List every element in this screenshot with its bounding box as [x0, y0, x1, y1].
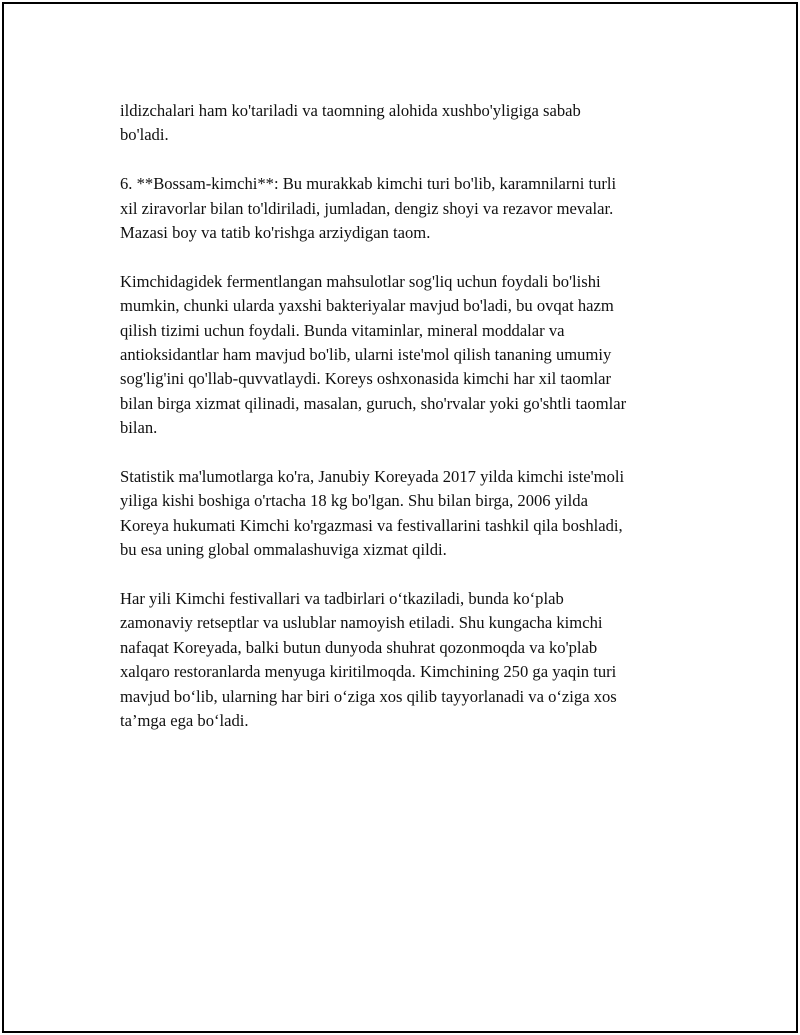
paragraph-continuation: ildizchalari ham ko'tariladi va taomning alohida xushbo'yligiga sabab bo'ladi.	[120, 101, 581, 145]
paragraph-bossam-kimchi: 6. **Bossam-kimchi**: Bu murakkab kimchi turi bo'lib, karamnilarni turli xil ziravorlar bilan to'ldiriladi, jumladan, dengiz shoyi va rezavor mevalar. Mazasi boy va tatib ko'rishga arziydigan taom.	[120, 174, 617, 243]
paragraph-health-benefits: Kimchidagidek fermentlangan mahsulotlar sog'liq uchun foydali bo'lishi mumkin, chunki ularda yaxshi bakteriyalar mavjud bo'ladi, bu ovqat hazm qilish tizimi uchun foydali. Bunda vitaminlar, mineral moddalar va antioksidantlar ham mavjud bo'lib, ularni iste'mol qilish tananing umumiy sog'lig'ini qo'llab-quvvatlaydi. Koreys oshxonasida kimchi har xil taomlar bilan birga xizmat qilinadi, masalan, guruch, sho'rvalar yoki go'shtli taomlar bilan.	[120, 271, 627, 438]
paragraph-statistics: Statistik ma'lumotlarga ko'ra, Janubiy Koreyada 2017 yilda kimchi iste'moli yiliga kishi boshiga o'rtacha 18 kg bo'lgan. Shu bilan birga, 2006 yilda Koreya hukumati Kimchi ko'rgazmasi va festivallarini tashkil qila boshladi, bu esa uning global ommalashuviga xizmat qildi.	[120, 467, 625, 560]
document-body	[120, 99, 690, 758]
document-page	[2, 2, 798, 1033]
paragraph-festivals: Har yili Kimchi festivallari va tadbirlari o‘tkaziladi, bunda ko‘plab zamonaviy retseptlar va uslublar namoyish etiladi. Shu kungacha kimchi nafaqat Koreyada, balki butun dunyoda shuhrat qozonmoqda va ko'plab xalqaro restoranlarda menyuga kiritilmoqda. Kimchining 250 ga yaqin turi mavjud bo‘lib, ularning har biri o‘ziga xos qilib tayyorlanadi va o‘ziga xos ta’mga ega bo‘ladi.	[120, 589, 617, 731]
